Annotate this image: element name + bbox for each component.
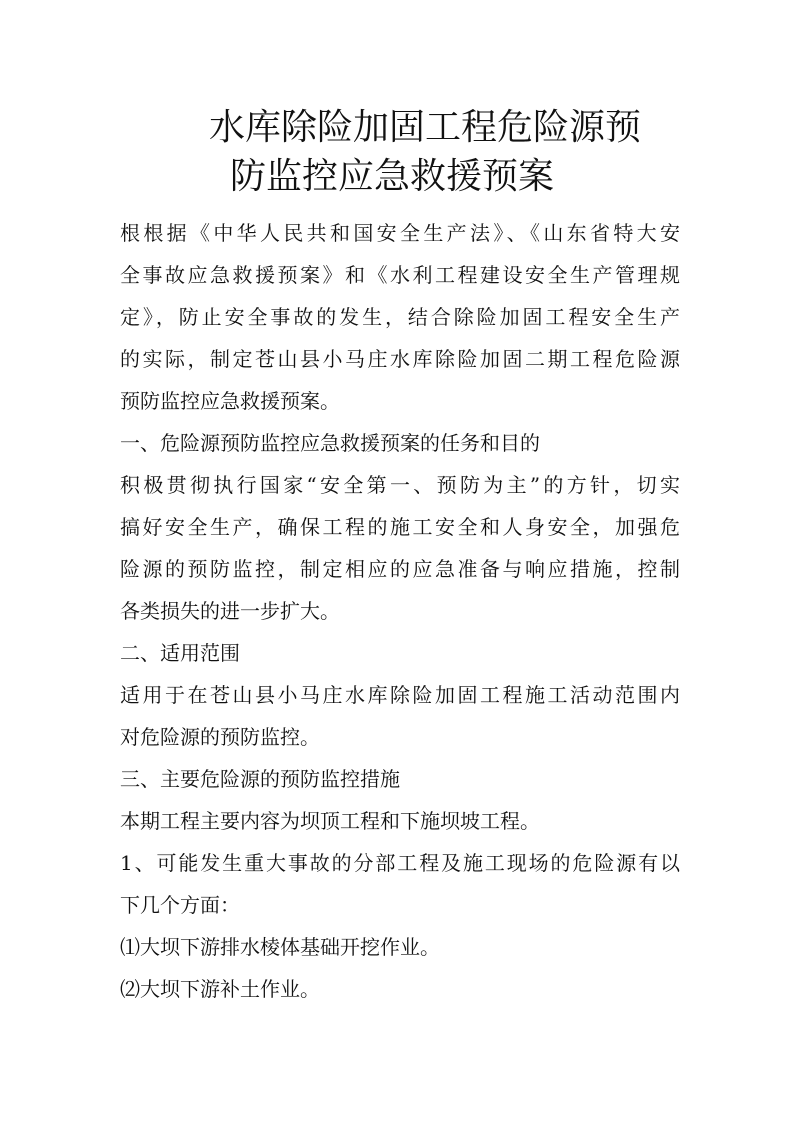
paragraph-line: 预防监控应急救援预案。 <box>120 389 340 413</box>
paragraph-line: 的实际，制定苍山县小马庄水库除险加固二期工程危险源 <box>120 347 680 371</box>
paragraph-line: 根根据《中华人民共和国安全生产法》、《山东省特大安 <box>120 221 680 245</box>
paragraph-line: 1、可能发生重大事故的分部工程及施工现场的危险源有以 <box>120 851 680 875</box>
paragraph-line: 搞好安全生产，确保工程的施工安全和人身安全，加强危 <box>120 515 680 539</box>
paragraph-line: 全事故应急救援预案》和《水利工程建设安全生产管理规 <box>120 263 680 287</box>
section-heading: 二、适用范围 <box>120 641 240 665</box>
paragraph-line: 各类损失的进一步扩大。 <box>120 599 340 623</box>
paragraph-line: 适用于在苍山县小马庄水库除险加固工程施工活动范围内 <box>120 683 680 707</box>
list-item: ⑵大坝下游补土作业。 <box>120 977 320 1001</box>
document-title-line-1: 水库除险加固工程危险源预 <box>209 107 642 148</box>
section-heading: 三、主要危险源的预防监控措施 <box>120 767 400 791</box>
document-body <box>120 212 680 1010</box>
paragraph-line: 下几个方面： <box>120 893 240 917</box>
section-heading: 一、危险源预防监控应急救援预案的任务和目的 <box>120 431 540 455</box>
paragraph-line: 对危险源的预防监控。 <box>120 725 320 749</box>
document-title-line-2: 防监控应急救援预案 <box>230 156 555 197</box>
paragraph-line: 本期工程主要内容为坝顶工程和下施坝坡工程。 <box>120 809 540 833</box>
list-item: ⑴大坝下游排水棱体基础开挖作业。 <box>120 935 440 959</box>
paragraph-line: 险源的预防监控，制定相应的应急准备与响应措施，控制 <box>120 557 680 581</box>
paragraph-line: 定》，防止安全事故的发生，结合除险加固工程安全生产 <box>120 305 680 329</box>
paragraph-line: 积极贯彻执行国家“安全第一、预防为主”的方针，切实 <box>120 473 680 497</box>
